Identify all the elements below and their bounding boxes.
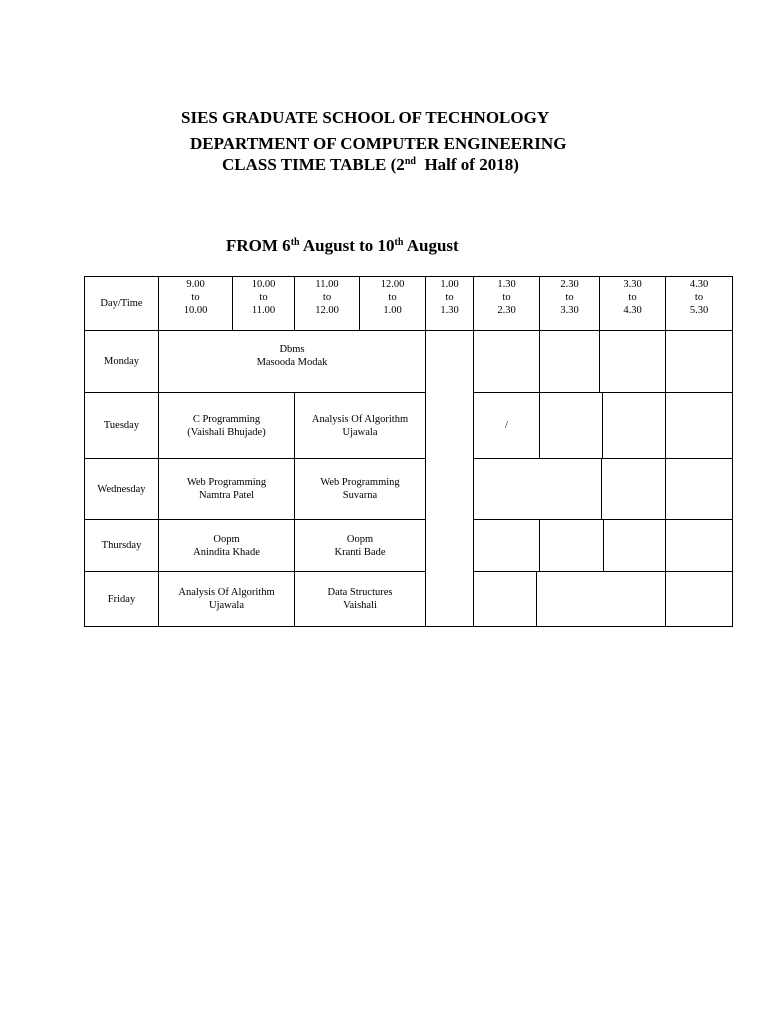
day-tuesday [84,392,159,459]
subject: Analysis Of Algorithm [178,587,275,598]
slot-end: 10.00 [183,304,208,316]
subject: Analysis Of Algorithm [311,413,409,425]
range-sup-2: th [394,237,404,248]
friday-lecture-1 [158,571,295,627]
slot-end: 1.30 [440,304,459,316]
slot-header [599,276,666,318]
slot-to: to [628,291,637,303]
slot-to: to [388,291,397,303]
title-sup: nd [404,156,416,167]
thursday-lecture-1 [158,519,295,572]
teacher: Anindita Khade [193,546,260,558]
teacher: Vaishali [343,600,377,611]
wednesday-lecture-1 [158,458,295,520]
range-suffix: August [403,236,459,255]
day-wednesday [84,458,159,520]
friday-lecture-2 [294,571,426,627]
slot-end: 1.00 [383,304,402,316]
grid-line [603,519,604,571]
day-friday [84,571,159,627]
teacher: Suvarna [342,490,378,501]
slot-end: 11.00 [251,304,276,316]
department-name: DEPARTMENT OF COMPUTER ENGINEERING [190,134,567,153]
grid-line [84,330,733,331]
slot-start: 2.30 [560,278,579,290]
slot-start: 1.00 [440,278,459,290]
slot-start: 4.30 [689,278,709,290]
teacher: Ujawala [342,426,378,438]
teacher: Kranti Bade [334,546,386,558]
slot-to: to [322,291,332,303]
range-sup-1: th [290,237,300,248]
grid-line [665,276,666,627]
range-mid: August to 10 [299,236,395,255]
day-label: Thursday [101,540,142,551]
slot-to: to [445,291,454,303]
slot-header [294,276,360,318]
corner-label: Day/Time [100,298,143,309]
slot-start: 11.00 [315,278,339,290]
title-prefix: CLASS TIME TABLE (2 [222,155,405,174]
grid-line [474,571,733,572]
subject: Web Programming [320,477,400,488]
grid-line [602,392,603,458]
day-thursday [84,519,159,572]
slot-header [232,276,295,318]
slot-start: 3.30 [623,278,642,290]
subject: Dbms [279,344,305,355]
slot-header [473,276,540,318]
school-name: SIES GRADUATE SCHOOL OF TECHNOLOGY [181,108,550,127]
slot-end: 2.30 [497,304,516,316]
slot-to: to [694,291,704,303]
monday-lecture [158,336,426,376]
slot-to: to [565,291,574,303]
slot-header [359,276,426,318]
teacher: Ujawala [209,600,244,611]
teacher: (Vaishali Bhujade) [187,426,266,438]
slot-start: 10.00 [251,278,276,290]
teacher: Namtra Patel [198,490,255,501]
subject: Web Programming [186,477,267,488]
slot-header [665,276,733,318]
slot-header [158,276,233,318]
tuesday-lecture-2 [294,392,426,459]
tuesday-lecture-1 [158,392,295,459]
grid-line [601,458,602,519]
grid-line [732,276,733,627]
subject: Oopm [346,533,374,545]
day-label: Tuesday [103,420,140,431]
day-label: Wednesday [97,483,146,495]
slot-to: to [259,291,268,303]
grid-line [539,519,540,571]
slot-end: 3.30 [560,304,579,316]
slot-start: 12.00 [380,278,405,290]
slot-to: to [191,291,200,303]
slot-start: 9.00 [186,278,205,290]
subject: C Programming [192,413,261,425]
day-label: Friday [107,593,136,605]
slot-end: 5.30 [689,304,709,316]
slot-header [539,276,600,318]
tuesday-mark [473,392,540,459]
thursday-lecture-2 [294,519,426,572]
slot-end: 4.30 [623,304,642,316]
slot-header [425,276,474,318]
mark: / [505,420,508,431]
corner-cell [84,276,159,331]
teacher: Masooda Modak [256,357,328,368]
subject: Oopm [213,533,240,545]
day-monday [84,330,159,393]
slot-to: to [502,291,511,303]
slot-start: 1.30 [497,278,516,290]
slot-end: 12.00 [315,304,339,316]
title-suffix: Half of 2018) [415,155,519,174]
day-label: Monday [104,356,139,367]
range-prefix: FROM 6 [226,236,291,255]
wednesday-lecture-2 [294,458,426,520]
subject: Data Structures [327,587,393,598]
grid-line [536,571,537,627]
